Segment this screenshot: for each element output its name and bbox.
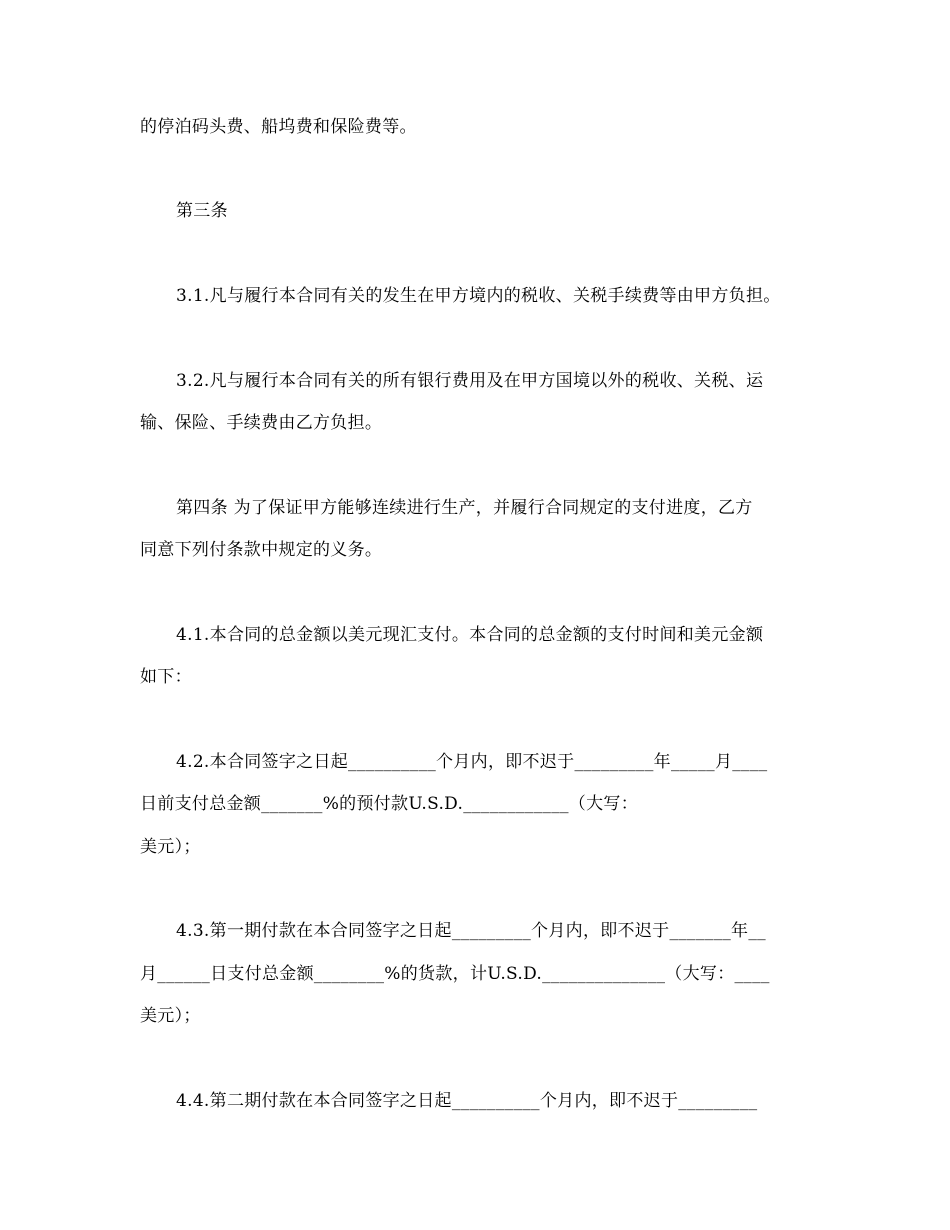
clause-3-2-line-2: 输、保险、手续费由乙方负担。	[140, 413, 383, 433]
clause-4-2-line-1: 4.2.本合同签字之日起__________个月内，即不迟于_________年_____月____	[176, 752, 768, 772]
clause-4-4-line-1: 4.4.第二期付款在本合同签字之日起__________个月内，即不迟于_________	[176, 1091, 758, 1111]
clause-4-3-line-2: 月______日支付总金额________%的货款，计U.S.D.______________（大写：____	[140, 964, 770, 984]
clause-4-2-line-3: 美元）；	[140, 837, 201, 857]
article-4-line-1: 第四条 为了保证甲方能够连续进行生产，并履行合同规定的支付进度，乙方	[176, 498, 753, 518]
clause-4-2-line-2: 日前支付总金额_______%的预付款U.S.D.____________（大写：	[140, 794, 638, 814]
clause-3-1: 3.1.凡与履行本合同有关的发生在甲方境内的税收、关税手续费等由甲方负担。	[176, 286, 781, 306]
article-4-line-2: 同意下列付条款中规定的义务。	[140, 540, 383, 560]
clause-4-1-line-1: 4.1.本合同的总金额以美元现汇支付。本合同的总金额的支付时间和美元金额	[176, 625, 764, 645]
clause-4-3-line-1: 4.3.第一期付款在本合同签字之日起_________个月内，即不迟于_______年__	[176, 921, 766, 941]
clause-4-1-line-2: 如下：	[140, 667, 192, 687]
text-line-1: 的停泊码头费、船坞费和保险费等。	[140, 117, 417, 137]
article-3-heading: 第三条	[176, 201, 228, 221]
clause-3-2-line-1: 3.2.凡与履行本合同有关的所有银行费用及在甲方国境以外的税收、关税、运	[176, 371, 764, 391]
clause-4-3-line-3: 美元）；	[140, 1006, 201, 1026]
